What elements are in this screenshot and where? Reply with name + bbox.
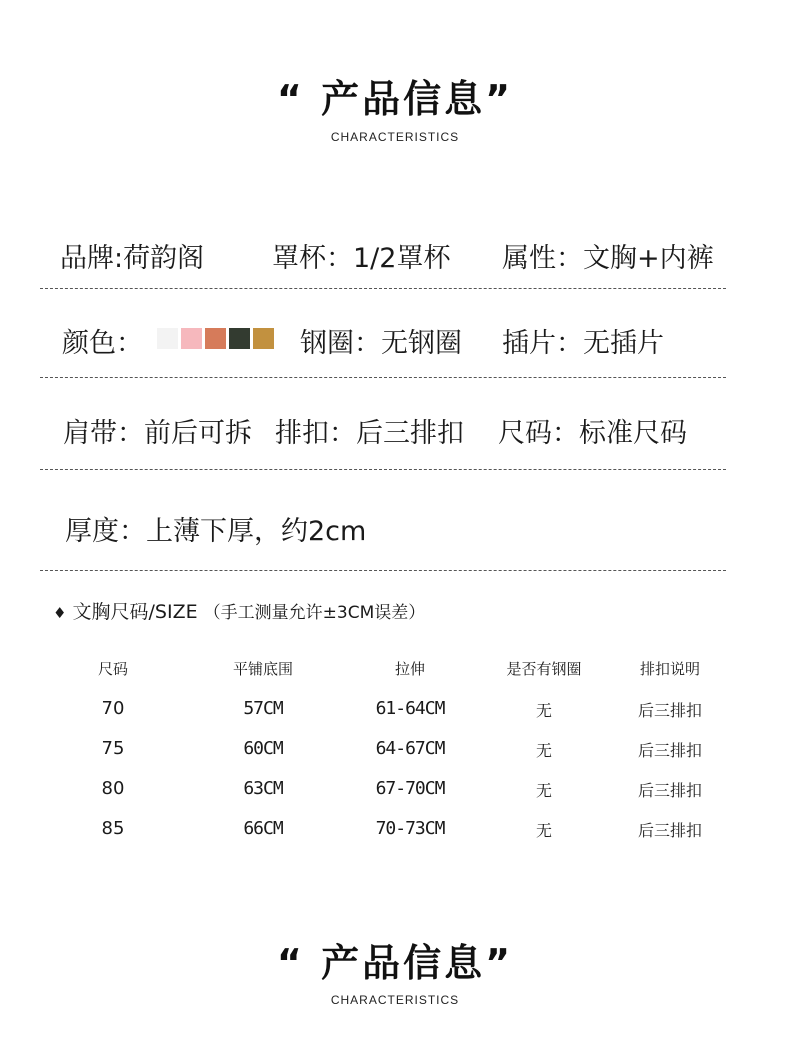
divider-4 [40,570,726,571]
table-cell: 70-73CM [375,818,445,839]
table-cell: 75 [101,738,125,759]
color-swatch-gold [253,328,274,349]
table-cell: 后三排扣 [637,821,703,840]
diamond-icon: ♦ [53,604,67,622]
size-table-title [53,597,425,624]
color-swatch-dark-green [229,328,250,349]
divider-1 [40,288,726,289]
strap-text: 肩带：前后可拆 [63,418,252,449]
thickness-text: 厚度：上薄下厚，约2cm [65,516,367,547]
color-swatch-pink [181,328,202,349]
table-cell: 64-67CM [375,738,445,759]
table-cell: 63CM [243,778,283,799]
table-cell: 67-70CM [375,778,445,799]
table-cell: 70 [101,698,125,719]
table-header-cell: 排扣说明 [639,660,701,678]
section-subtitle-top: CHARACTERISTICS [330,130,460,144]
section-title-top: “ 产品信息” [276,77,514,121]
table-header-cell: 平铺底围 [232,660,294,678]
table-cell: 85 [101,818,125,839]
color-label: 颜色： [62,328,143,359]
table-header-cell: 拉伸 [394,660,426,678]
size-text: 尺码：标准尺码 [498,418,687,449]
table-cell: 61-64CM [375,698,445,719]
color-swatch-orange [205,328,226,349]
table-cell: 60CM [243,738,283,759]
divider-2 [40,377,726,378]
table-header-cell: 尺码 [97,660,129,678]
section-title-bottom: “ 产品信息” [276,941,514,985]
color-swatch-white [157,328,178,349]
clasp-text: 排扣：后三排扣 [275,418,464,449]
size-table-heading: 文胸尺码/SIZE [72,601,198,623]
size-table-note: （手工测量允许±3CM误差） [203,603,426,623]
section-subtitle-bottom: CHARACTERISTICS [330,993,460,1007]
table-cell: 无 [535,701,553,720]
brand-text: 品牌:荷韵阁 [60,243,205,274]
color-swatches [157,328,274,349]
table-header-cell: 是否有钢圈 [506,660,582,678]
table-cell: 后三排扣 [637,741,703,760]
table-cell: 后三排扣 [637,701,703,720]
cup-text: 罩杯：1/2罩杯 [272,243,451,274]
divider-3 [40,469,726,470]
table-cell: 后三排扣 [637,781,703,800]
table-cell: 无 [535,781,553,800]
table-cell: 57CM [243,698,283,719]
wire-text: 钢圈：无钢圈 [300,328,462,359]
table-cell: 66CM [243,818,283,839]
table-cell: 无 [535,741,553,760]
insert-text: 插片：无插片 [502,328,664,359]
attribute-text: 属性：文胸+内裤 [502,243,714,274]
table-cell: 80 [101,778,125,799]
table-cell: 无 [535,821,553,840]
